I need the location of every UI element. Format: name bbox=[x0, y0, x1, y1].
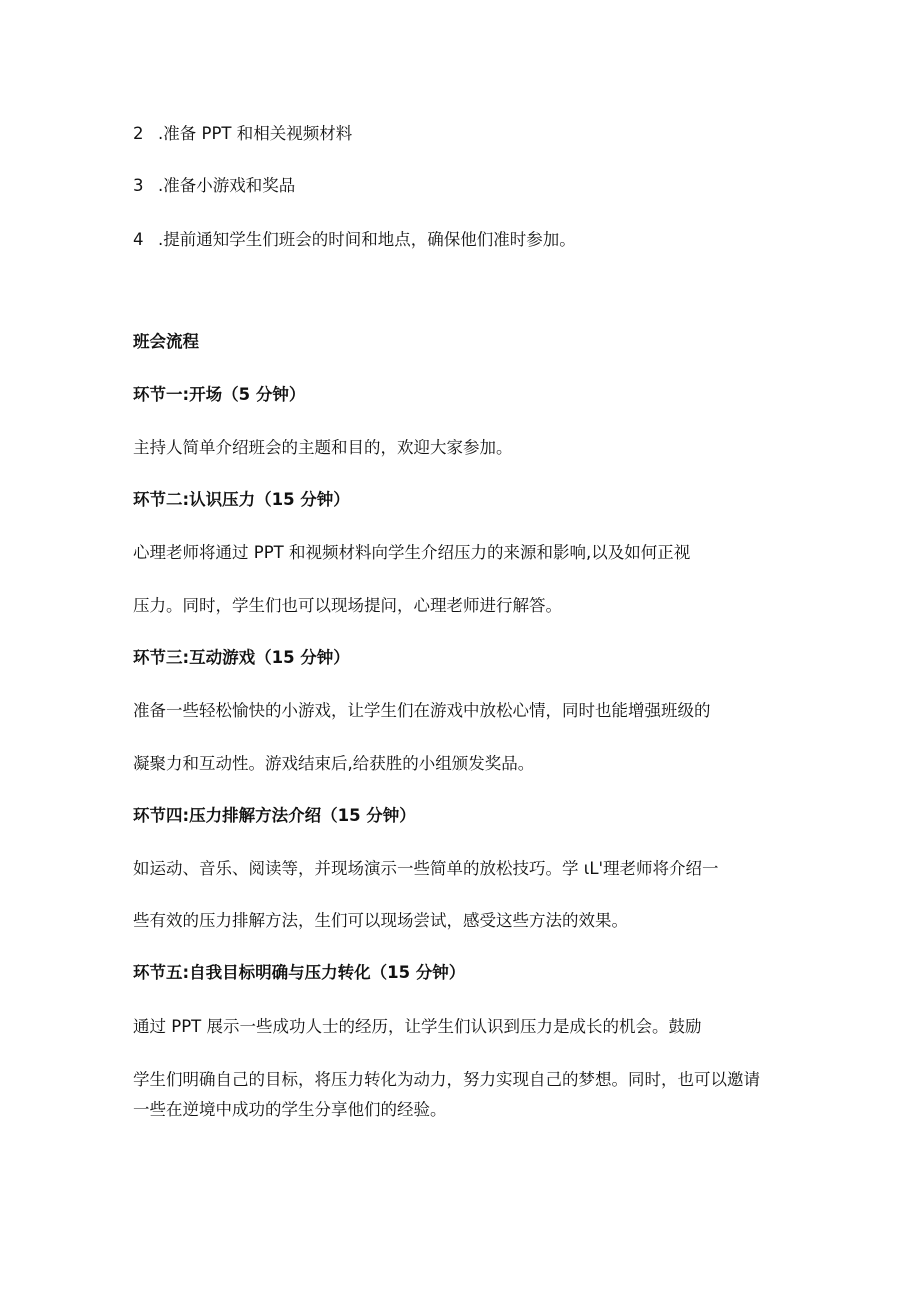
prep-item-number: 4 bbox=[133, 230, 144, 249]
segment-heading: 环节三:互动游戏（15 分钟） bbox=[133, 648, 350, 667]
segment-text-line: 通过 PPT 展示一些成功人士的经历，让学生们认识到压力是成长的机会。鼓励 bbox=[133, 1017, 702, 1036]
segment-heading: 环节五:自我目标明确与压力转化（15 分钟） bbox=[133, 963, 466, 982]
segment-text-line: 压力。同时，学生们也可以现场提问，心理老师进行解答。 bbox=[133, 596, 562, 615]
prep-item bbox=[133, 228, 576, 252]
segment-text-line: 凝聚力和互动性。游戏结束后,给获胜的小组颁发奖品。 bbox=[133, 754, 535, 773]
prep-item-number: 3 bbox=[133, 176, 144, 195]
segment-heading: 环节一:开场（5 分钟） bbox=[133, 385, 306, 404]
segment-heading: 环节四:压力排解方法介绍（15 分钟） bbox=[133, 806, 416, 825]
segment-text-line: 一些在逆境中成功的学生分享他们的经验。 bbox=[133, 1100, 447, 1119]
segment-text-line: 如运动、音乐、阅读等，并现场演示一些简单的放松技巧。学 ιL'理老师将介绍一 bbox=[133, 859, 719, 878]
segment-heading: 环节二:认识压力（15 分钟） bbox=[133, 490, 350, 509]
segment-text-line: 学生们明确自己的目标，将压力转化为动力，努力实现自己的梦想。同时，也可以邀请 bbox=[133, 1070, 760, 1089]
prep-item-number: 2 bbox=[133, 124, 144, 143]
segment-text-line: 准备一些轻松愉快的小游戏，让学生们在游戏中放松心情，同时也能增强班级的 bbox=[133, 701, 711, 720]
prep-item bbox=[133, 174, 295, 198]
section-title: 班会流程 bbox=[133, 332, 199, 351]
segment-text-line: 主持人简单介绍班会的主题和目的，欢迎大家参加。 bbox=[133, 438, 513, 457]
segment-text-line: 心理老师将通过 PPT 和视频材料向学生介绍压力的来源和影响,以及如何正视 bbox=[133, 543, 691, 562]
prep-item-text: .准备 PPT 和相关视频材料 bbox=[158, 124, 353, 143]
prep-item-text: .准备小游戏和奖品 bbox=[158, 176, 296, 195]
prep-item bbox=[133, 122, 352, 146]
prep-item-text: .提前通知学生们班会的时间和地点，确保他们准时参加。 bbox=[158, 230, 576, 249]
segment-text-line: 些有效的压力排解方法，生们可以现场尝试，感受这些方法的效果。 bbox=[133, 911, 628, 930]
